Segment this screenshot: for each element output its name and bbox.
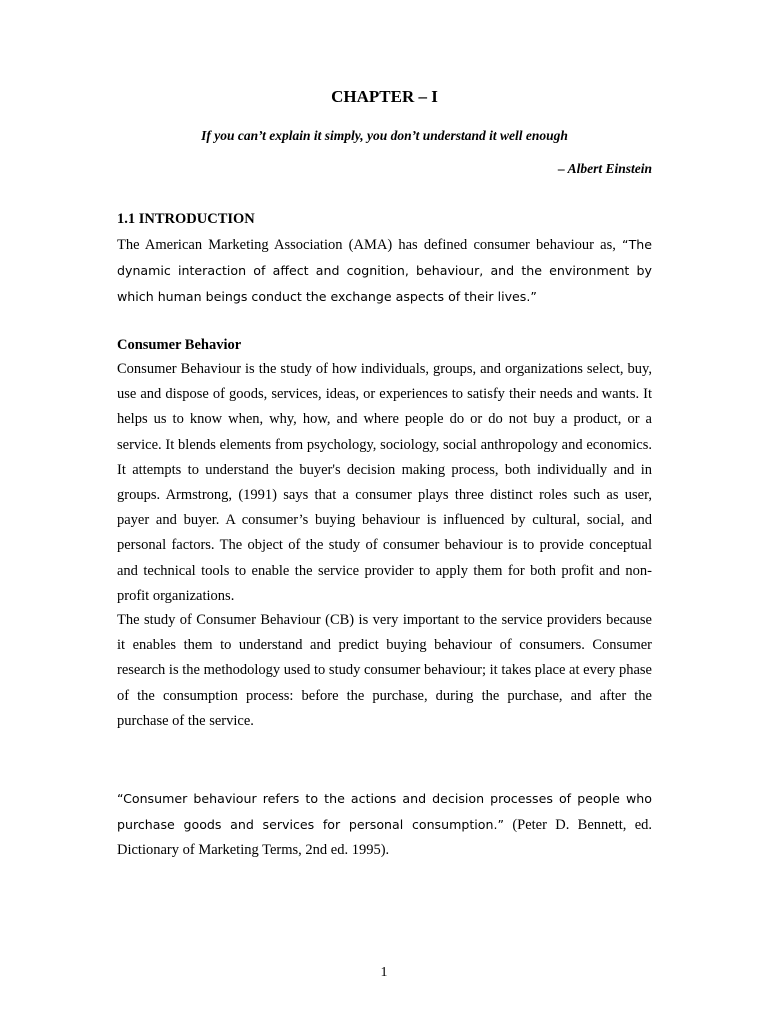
section-heading-introduction: 1.1 INTRODUCTION <box>117 211 255 227</box>
intro-lead-text: The American Marketing Association (AMA) has defined consumer behaviour as, <box>117 237 616 253</box>
bennett-definition-quote: “Consumer behaviour refers to the actions and decision processes of people who purchase goods and services for personal consumption.” <box>117 791 652 833</box>
epigraph-quote: If you can’t explain it simply, you don’t understand it well enough <box>201 128 568 143</box>
intro-paragraph <box>117 232 652 311</box>
consumer-behavior-heading: Consumer Behavior <box>117 337 242 353</box>
chapter-title: CHAPTER – I <box>331 87 438 106</box>
cb-study-paragraph: The study of Consumer Behaviour (CB) is very important to the service providers because it enables them to understand and predict buying behaviour of consumers. Consumer research is the methodology used to study consumer behaviour; it takes place at every phase of the consumption process: before the purchase, during the purchase, and after the purchase of the service. <box>117 612 652 729</box>
bennett-citation: (Peter D. Bennett, ed. Dictionary of Marketing Terms, 2nd ed. 1995). <box>117 817 653 859</box>
consumer-behaviour-paragraph: Consumer Behaviour is the study of how individuals, groups, and organizations select, buy, use and dispose of goods, services, ideas, or experiences to satisfy their needs and wants. It helps us to know when, why, how, and where people do or do not buy a product, or a service. It blends elements from psychology, sociology, social anthropology and economics. It attempts to understand the buyer's decision making process, both individually and in groups. Armstrong, (1991) says that a consumer plays three distinct roles such as user, payer and buyer. A consumer’s buying behaviour is influenced by cultural, social, and personal factors. The object of the study of consumer behaviour is to provide conceptual and technical tools to enable the service provider to apply them for both profit and non-profit organizations. <box>117 361 652 604</box>
page-number: 1 <box>380 965 388 980</box>
ama-definition-quote: “The dynamic interaction of affect and cognition, behaviour, and the environment by which human beings conduct the exchange aspects of their lives.” <box>117 237 652 305</box>
epigraph-attribution: – Albert Einstein <box>557 161 652 176</box>
bennett-quote-paragraph <box>117 786 652 864</box>
